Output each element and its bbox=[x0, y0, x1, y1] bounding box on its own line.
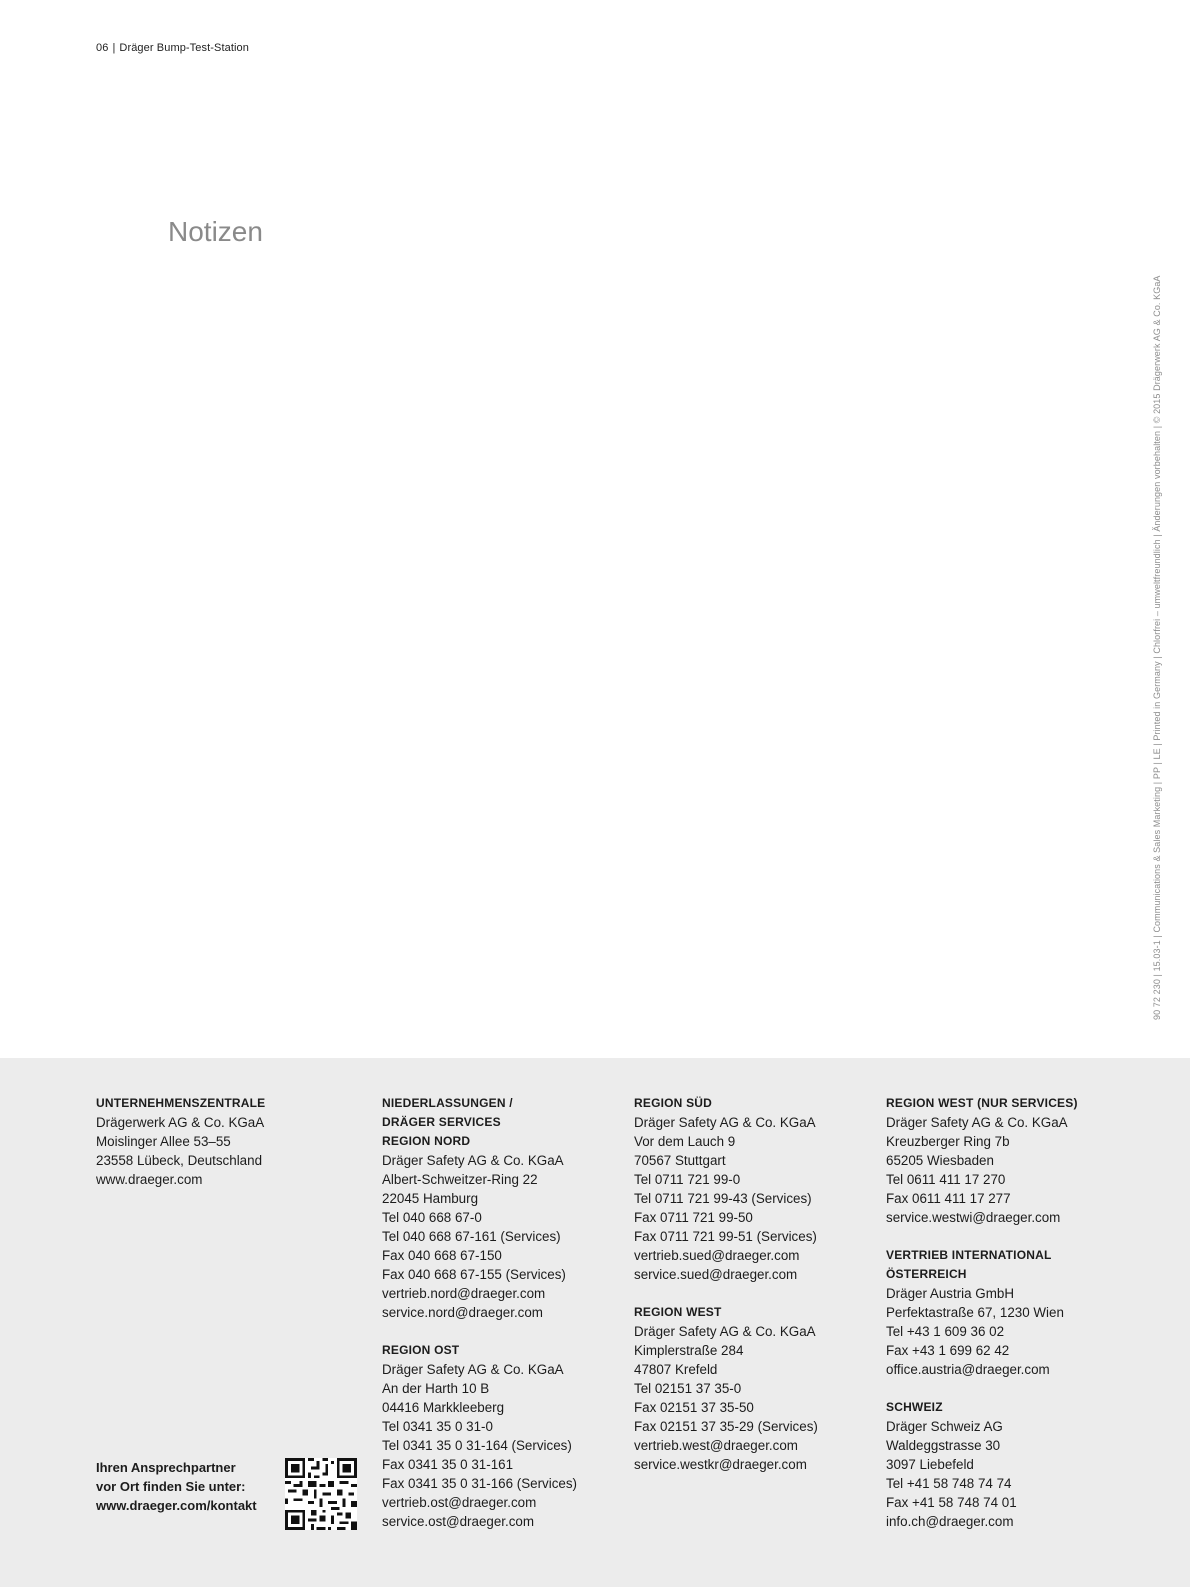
contact-note-line: vor Ort finden Sie unter: bbox=[96, 1479, 246, 1494]
branches-heading: NIEDERLASSUNGEN / bbox=[382, 1096, 513, 1110]
address-line: Drägerwerk AG & Co. KGaA bbox=[96, 1115, 265, 1130]
address-line: 70567 Stuttgart bbox=[634, 1153, 726, 1168]
email-link[interactable]: service.nord@draeger.com bbox=[382, 1305, 543, 1320]
address-line: Dräger Safety AG & Co. KGaA bbox=[382, 1153, 564, 1168]
phone-line: Tel 0611 411 17 270 bbox=[886, 1172, 1006, 1187]
west-services-international-block bbox=[886, 1094, 1078, 1531]
email-link[interactable]: service.ost@draeger.com bbox=[382, 1514, 535, 1529]
email-link[interactable]: service.westwi@draeger.com bbox=[886, 1210, 1061, 1225]
branches-south-west-block bbox=[634, 1094, 818, 1474]
fax-line: Fax 0711 721 99-51 (Services) bbox=[634, 1229, 817, 1244]
region-north-heading: REGION NORD bbox=[382, 1134, 471, 1148]
email-link[interactable]: vertrieb.ost@draeger.com bbox=[382, 1495, 537, 1510]
page-header bbox=[96, 42, 249, 54]
address-line: 65205 Wiesbaden bbox=[886, 1153, 994, 1168]
page-number: 06 bbox=[96, 42, 109, 54]
address-line: Waldeggstrasse 30 bbox=[886, 1438, 1001, 1453]
phone-line: Tel +41 58 748 74 74 bbox=[886, 1476, 1012, 1491]
phone-line: Tel 02151 37 35-0 bbox=[634, 1381, 742, 1396]
address-line: 04416 Markkleeberg bbox=[382, 1400, 505, 1415]
region-east-heading: REGION OST bbox=[382, 1343, 460, 1357]
fax-line: Fax +43 1 699 62 42 bbox=[886, 1343, 1010, 1358]
website-link[interactable]: www.draeger.com bbox=[96, 1172, 203, 1187]
email-link[interactable]: vertrieb.sued@draeger.com bbox=[634, 1248, 800, 1263]
side-imprint: 90 72 230 | 15.03-1 | Communications & Sales Marketing | PP | LE | Printed in Germany | Chlorfrei – umweltfreundlich | Änderungen vorbehalten | © 2015 Drägerwerk AG & Co. KGaA bbox=[1152, 275, 1162, 1020]
contact-note-line: Ihren Ansprechpartner bbox=[96, 1460, 236, 1475]
phone-line: Tel 0711 721 99-43 (Services) bbox=[634, 1191, 812, 1206]
address-line: Moislinger Allee 53–55 bbox=[96, 1134, 231, 1149]
phone-line: Tel 0341 35 0 31-164 (Services) bbox=[382, 1438, 572, 1453]
contact-link[interactable]: www.draeger.com/kontakt bbox=[96, 1498, 257, 1513]
email-link[interactable]: office.austria@draeger.com bbox=[886, 1362, 1050, 1377]
address-line: Dräger Safety AG & Co. KGaA bbox=[886, 1115, 1068, 1130]
header-separator: | bbox=[112, 42, 116, 54]
address-line: Dräger Safety AG & Co. KGaA bbox=[382, 1362, 564, 1377]
fax-line: Fax 0341 35 0 31-166 (Services) bbox=[382, 1476, 578, 1491]
email-link[interactable]: vertrieb.west@draeger.com bbox=[634, 1438, 798, 1453]
qr-code-icon[interactable] bbox=[285, 1458, 357, 1530]
fax-line: Fax 0341 35 0 31-161 bbox=[382, 1457, 514, 1472]
address-line: Perfektastraße 67, 1230 Wien bbox=[886, 1305, 1064, 1320]
email-link[interactable]: service.sued@draeger.com bbox=[634, 1267, 798, 1282]
region-west-services-heading: REGION WEST (NUR SERVICES) bbox=[886, 1096, 1078, 1110]
address-line: Kimplerstraße 284 bbox=[634, 1343, 744, 1358]
address-line: Dräger Safety AG & Co. KGaA bbox=[634, 1115, 816, 1130]
address-line: Dräger Schweiz AG bbox=[886, 1419, 1003, 1434]
fax-line: Fax 040 668 67-150 bbox=[382, 1248, 502, 1263]
address-line: Dräger Austria GmbH bbox=[886, 1286, 1014, 1301]
phone-line: Tel 0711 721 99-0 bbox=[634, 1172, 741, 1187]
fax-line: Fax 040 668 67-155 (Services) bbox=[382, 1267, 566, 1282]
fax-line: Fax 02151 37 35-29 (Services) bbox=[634, 1419, 818, 1434]
region-south-heading: REGION SÜD bbox=[634, 1096, 713, 1110]
email-link[interactable]: service.westkr@draeger.com bbox=[634, 1457, 807, 1472]
notes-title: Notizen bbox=[168, 216, 263, 247]
address-line: 3097 Liebefeld bbox=[886, 1457, 974, 1472]
fax-line: Fax 0611 411 17 277 bbox=[886, 1191, 1011, 1206]
austria-heading: ÖSTERREICH bbox=[886, 1267, 967, 1281]
phone-line: Tel 0341 35 0 31-0 bbox=[382, 1419, 493, 1434]
headquarters-block bbox=[96, 1094, 265, 1189]
switzerland-heading: SCHWEIZ bbox=[886, 1400, 943, 1414]
email-link[interactable]: info.ch@draeger.com bbox=[886, 1514, 1014, 1529]
region-west-heading: REGION WEST bbox=[634, 1305, 722, 1319]
international-heading: VERTRIEB INTERNATIONAL bbox=[886, 1248, 1052, 1262]
email-link[interactable]: vertrieb.nord@draeger.com bbox=[382, 1286, 546, 1301]
headquarters-heading: UNTERNEHMENSZENTRALE bbox=[96, 1096, 266, 1110]
address-line: 23558 Lübeck, Deutschland bbox=[96, 1153, 263, 1168]
address-line: 47807 Krefeld bbox=[634, 1362, 718, 1377]
address-line: An der Harth 10 B bbox=[382, 1381, 490, 1396]
phone-line: Tel 040 668 67-0 bbox=[382, 1210, 482, 1225]
branches-heading: DRÄGER SERVICES bbox=[382, 1115, 501, 1129]
phone-line: Tel +43 1 609 36 02 bbox=[886, 1324, 1005, 1339]
fax-line: Fax 02151 37 35-50 bbox=[634, 1400, 754, 1415]
branches-north-east-block bbox=[382, 1094, 577, 1531]
fax-line: Fax +41 58 748 74 01 bbox=[886, 1495, 1017, 1510]
address-line: 22045 Hamburg bbox=[382, 1191, 479, 1206]
phone-line: Tel 040 668 67-161 (Services) bbox=[382, 1229, 561, 1244]
address-line: Kreuzberger Ring 7b bbox=[886, 1134, 1010, 1149]
document-title: Dräger Bump-Test-Station bbox=[119, 42, 249, 54]
contact-note bbox=[96, 1458, 257, 1515]
address-line: Dräger Safety AG & Co. KGaA bbox=[634, 1324, 816, 1339]
address-line: Albert-Schweitzer-Ring 22 bbox=[382, 1172, 538, 1187]
fax-line: Fax 0711 721 99-50 bbox=[634, 1210, 753, 1225]
address-line: Vor dem Lauch 9 bbox=[634, 1134, 736, 1149]
